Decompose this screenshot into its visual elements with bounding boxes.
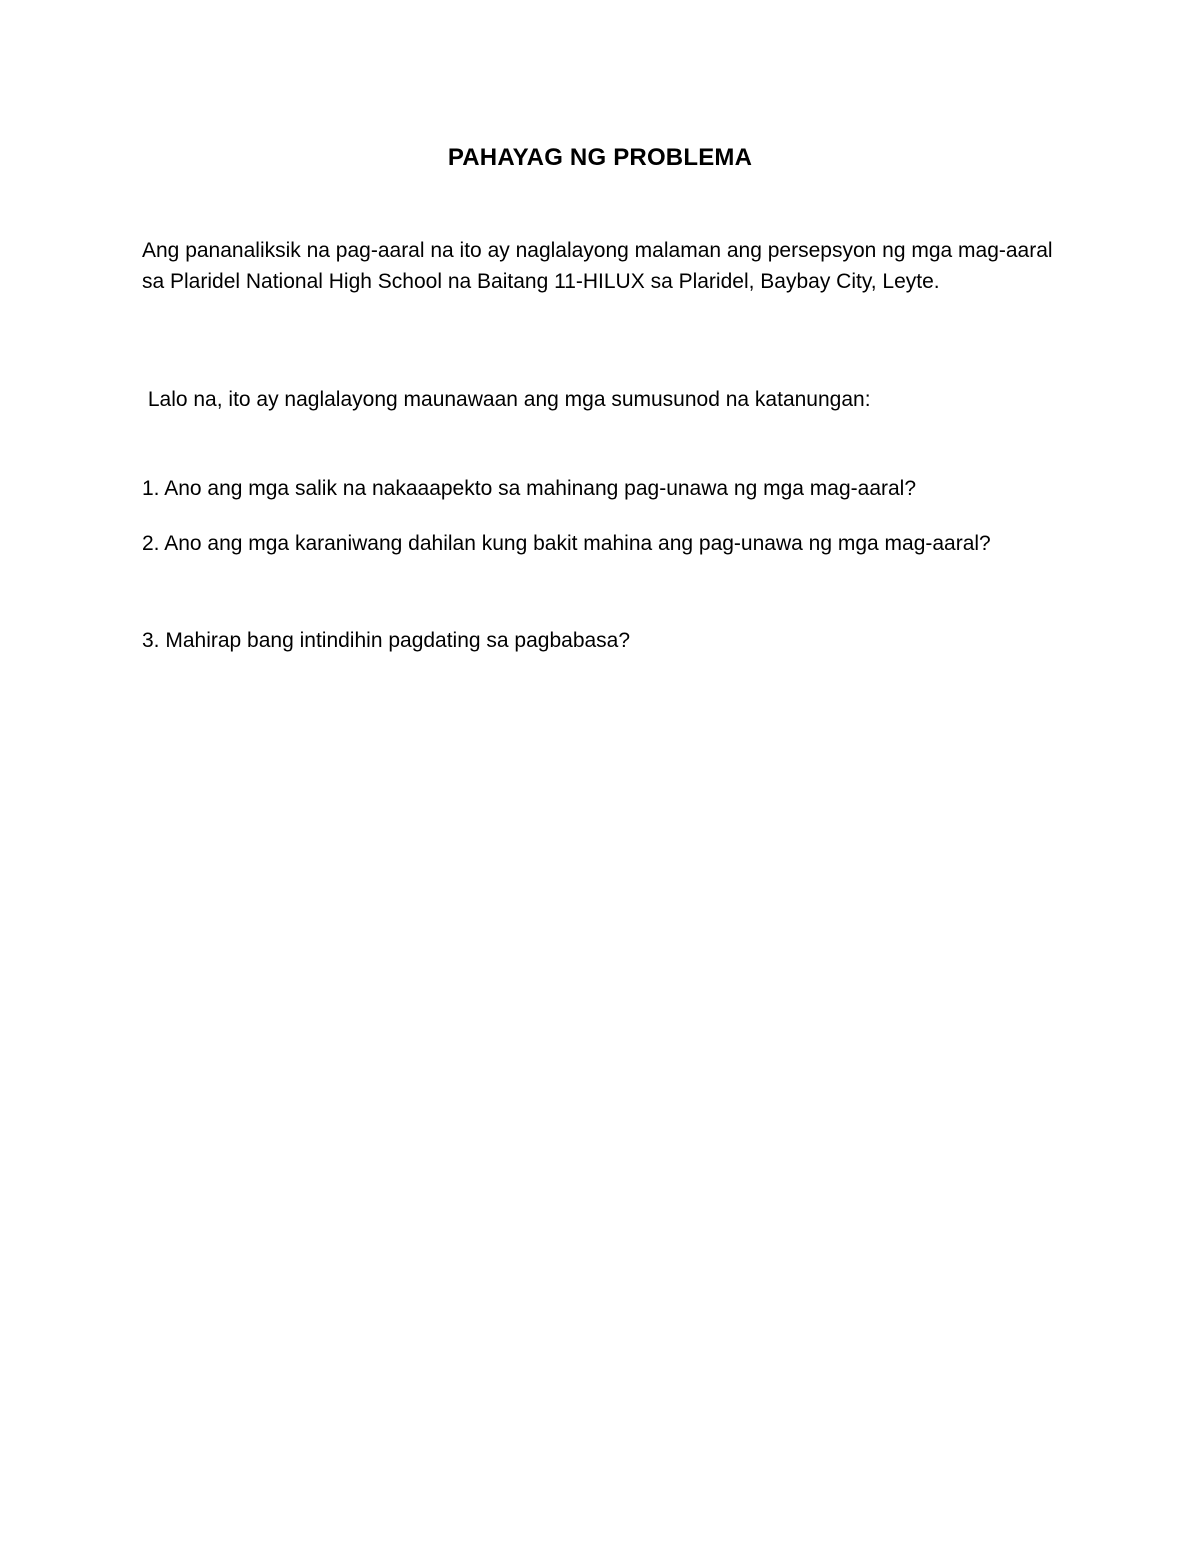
intro-paragraph: Ang pananaliksik na pag-aaral na ito ay naglalayong malaman ang persepsyon ng mga mag-aaral sa Plaridel National High School na Baitang 11-HILUX sa Plaridel, Baybay City, Leyte. [142, 239, 1053, 293]
lead-paragraph: Lalo na, ito ay naglalayong maunawaan ang mga sumusunod na katanungan: [142, 388, 871, 411]
document-title: PAHAYAG NG PROBLEMA [447, 144, 753, 171]
question-item: 2. Ano ang mga karaniwang dahilan kung bakit mahina ang pag-unawa ng mga mag-aaral? [142, 532, 991, 555]
question-item: 3. Mahirap bang intindihin pagdating sa pagbabasa? [142, 629, 631, 652]
question-item: 1. Ano ang mga salik na nakaaapekto sa mahinang pag-unawa ng mga mag-aaral? [142, 477, 917, 500]
